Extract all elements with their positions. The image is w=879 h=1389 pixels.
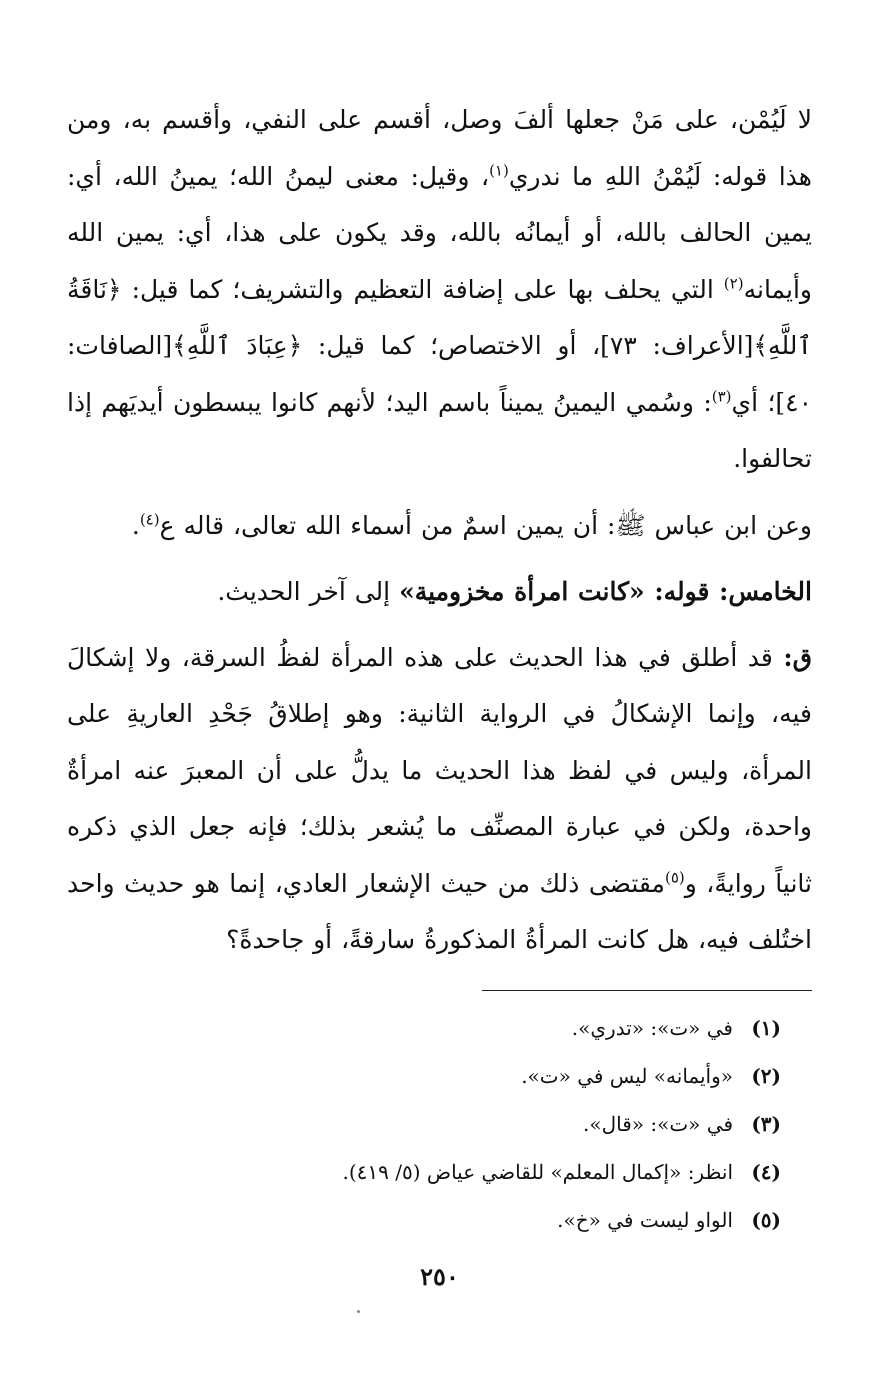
scan-speck: [357, 1310, 360, 1313]
main-text: [67, 92, 812, 969]
paragraph-4-text-b: مقتضى ذلك من حيث الإشعار العادي، إنما هو حديث واحد اختُلف فيه، هل كانت المرأةُ المذكورةُ سارقةً، أو جاحدةً؟: [67, 868, 812, 954]
footnote-number: (٤): [751, 1160, 781, 1184]
footnotes: [81, 1004, 781, 1244]
footnote-ref-3[interactable]: (٣): [711, 387, 732, 406]
footnote-divider: [482, 990, 812, 991]
footnote-item: [81, 1148, 781, 1196]
footnote-text: الواو ليست في «خ».: [557, 1208, 733, 1232]
footnote-item: [81, 1100, 781, 1148]
paragraph-2-text-a: وعن ابن عباس ﷺ: أن يمين اسمٌ من أسماء الله تعالى، قاله ع: [159, 510, 812, 540]
paragraph-2-text-b: .: [131, 510, 140, 540]
paragraph-1-text-c: التي يحلف بها على إضافة التعظيم والتشريف؛ كما قيل: ﴿نَاقَةُ ٱللَّهِ﴾[الأعراف: ٧٣]، أو الاختصاص؛ كما قيل: ﴿عِبَادَ ٱللَّهِ﴾[الصافات: ٤٠]؛ أي: [67, 274, 812, 417]
paragraph-1-text-d: : وسُمي اليمينُ يميناً باسم اليد؛ لأنهم كانوا يبسطون أيديَهم إذا تحالفوا.: [67, 387, 812, 473]
footnote-number: (٣): [751, 1112, 781, 1136]
footnote-text: في «ت»: «تدري».: [571, 1016, 733, 1040]
paragraph-4-marker: ق:: [783, 642, 812, 672]
paragraph-3-text: إلى آخر الحديث.: [217, 576, 400, 606]
footnote-item: [81, 1004, 781, 1052]
page-number: ٢٥٠: [420, 1262, 459, 1291]
footnote-ref-2[interactable]: (٢): [723, 274, 744, 293]
footnote-ref-5[interactable]: (٥): [664, 868, 685, 887]
footnote-item: [81, 1052, 781, 1100]
footnote-number: (٥): [751, 1208, 781, 1232]
footnote-ref-1[interactable]: (١): [489, 161, 509, 180]
paragraph-1-text-b: ، وقيل: معنى ليمنُ الله؛ يمينُ الله، أي: يمين الحالف بالله، أو أيمانُه بالله، وقد يكون على هذا، أي: يمين الله وأيمانه: [67, 161, 812, 304]
footnote-ref-4[interactable]: (٤): [139, 510, 160, 529]
paragraph-4: [67, 630, 812, 969]
paragraph-1-text-a: لا لَيُمْن، على مَنْ جعلها ألفَ وصل، أقسم على النفي، وأقسم به، ومن هذا قوله: لَيُمْنُ اللهِ ما ندري: [67, 105, 812, 191]
footnote-text: «وأيمانه» ليس في «ت».: [521, 1064, 733, 1088]
section-heading: الخامس: قوله: «كانت امرأة مخزومية»: [399, 576, 812, 606]
footnote-text: في «ت»: «قال».: [583, 1112, 733, 1136]
paragraph-3: [67, 564, 812, 620]
paragraph-2: [67, 498, 812, 554]
footnote-item: [81, 1196, 781, 1244]
footnote-number: (٢): [751, 1064, 781, 1088]
footnote-number: (١): [751, 1016, 781, 1040]
footnote-text: انظر: «إكمال المعلم» للقاضي عياض (٥/ ٤١٩).: [342, 1160, 733, 1184]
paragraph-4-text-a: قد أطلق في هذا الحديث على هذه المرأة لفظُ السرقة، ولا إشكالَ فيه، وإنما الإشكالُ في الرواية الثانية: وهو إطلاقُ جَحْدِ العاريةِ على المرأة، وليس في لفظ هذا الحديث ما يدلُّ على أن المعبرَ عنه امرأةٌ واحدة، ولكن في عبارة المصنِّف ما يُشعر بذلك؛ فإنه جعل الذي ذكره ثانياً روايةً، و: [67, 642, 812, 898]
paragraph-1: [67, 92, 812, 488]
